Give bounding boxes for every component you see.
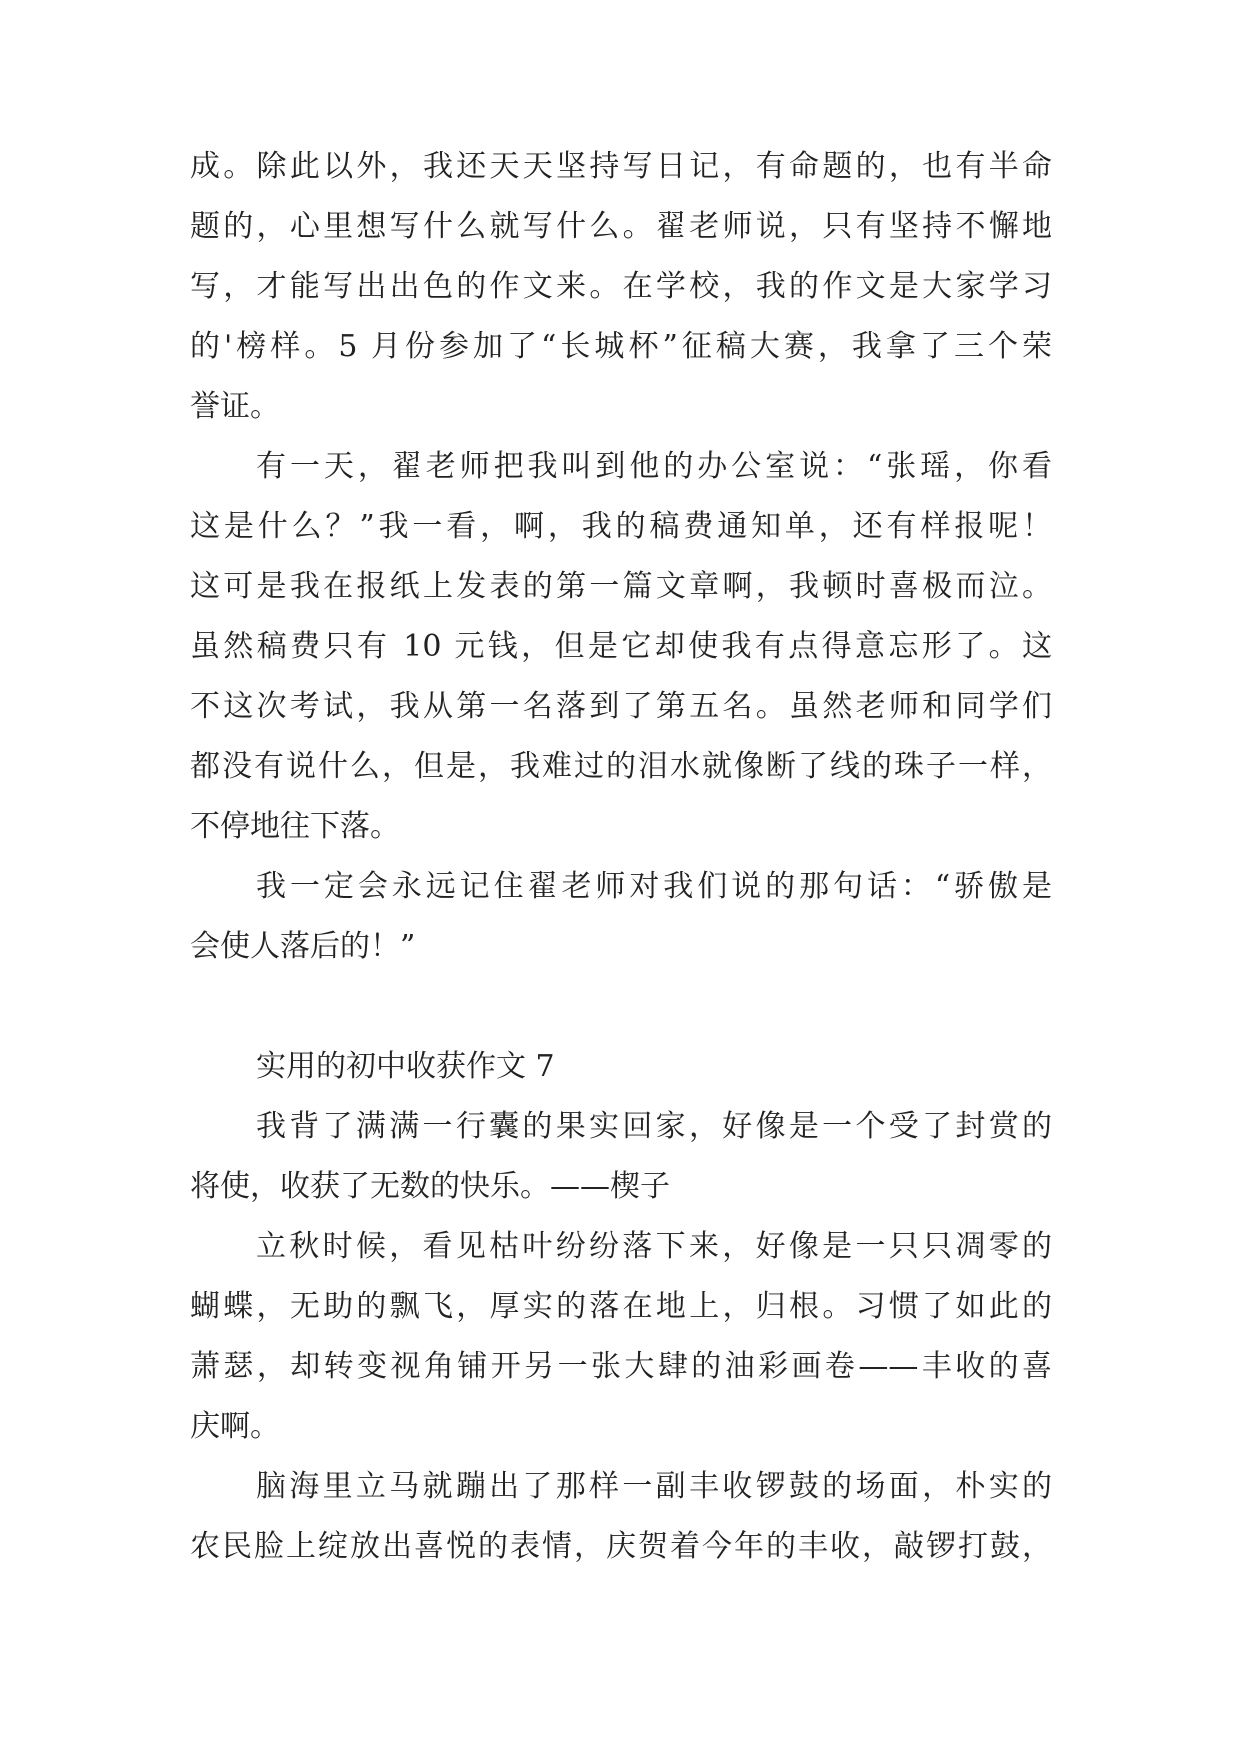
text-line: 庆啊。 bbox=[190, 1409, 280, 1444]
paragraph bbox=[190, 137, 1052, 437]
paragraph bbox=[190, 857, 1052, 977]
paragraph bbox=[190, 1097, 1052, 1217]
paragraph bbox=[190, 437, 1052, 857]
text-line: 这是什么？”我一看，啊，我的稿费通知单，还有样报呢！ bbox=[190, 509, 1052, 544]
paragraph bbox=[190, 1457, 1052, 1577]
text-line: 有一天，翟老师把我叫到他的办公室说：“张瑶，你看 bbox=[256, 449, 1052, 484]
text-line: 虽然稿费只有 10 元钱，但是它却使我有点得意忘形了。这 bbox=[190, 629, 1052, 664]
text-line: 都没有说什么，但是，我难过的泪水就像断了线的珠子一样， bbox=[190, 749, 1052, 784]
text-line: 的'榜样。5 月份参加了“长城杯”征稿大赛，我拿了三个荣 bbox=[190, 329, 1052, 364]
text-line: 立秋时候，看见枯叶纷纷落下来，好像是一只只凋零的 bbox=[256, 1229, 1052, 1264]
text-line: 写，才能写出出色的作文来。在学校，我的作文是大家学习 bbox=[190, 269, 1052, 304]
text-line: 农民脸上绽放出喜悦的表情，庆贺着今年的丰收，敲锣打鼓， bbox=[190, 1529, 1052, 1564]
paragraph bbox=[190, 1217, 1052, 1457]
text-line: 萧瑟，却转变视角铺开另一张大肆的油彩画卷——丰收的喜 bbox=[190, 1349, 1052, 1384]
text-line: 题的，心里想写什么就写什么。翟老师说，只有坚持不懈地 bbox=[190, 209, 1052, 244]
text-line: 脑海里立马就蹦出了那样一副丰收锣鼓的场面，朴实的 bbox=[256, 1469, 1052, 1504]
text-line: 我一定会永远记住翟老师对我们说的那句话：“骄傲是 bbox=[256, 869, 1052, 904]
text-line: 将使，收获了无数的快乐。——楔子 bbox=[190, 1169, 670, 1204]
text-line: 不停地往下落。 bbox=[190, 809, 400, 844]
text-line: 蝴蝶，无助的飘飞，厚实的落在地上，归根。习惯了如此的 bbox=[190, 1289, 1052, 1324]
text-line: 会使人落后的！” bbox=[190, 929, 416, 964]
section-spacer bbox=[190, 977, 1052, 1037]
section-title: 实用的初中收获作文 7 bbox=[256, 1049, 555, 1084]
text-line: 我背了满满一行囊的果实回家，好像是一个受了封赏的 bbox=[256, 1109, 1052, 1144]
text-line: 成。除此以外，我还天天坚持写日记，有命题的，也有半命 bbox=[190, 149, 1052, 184]
essay-body bbox=[190, 137, 1052, 1577]
text-line: 不这次考试，我从第一名落到了第五名。虽然老师和同学们 bbox=[190, 689, 1052, 724]
text-line: 这可是我在报纸上发表的第一篇文章啊，我顿时喜极而泣。 bbox=[190, 569, 1052, 604]
text-line: 誉证。 bbox=[190, 389, 280, 424]
